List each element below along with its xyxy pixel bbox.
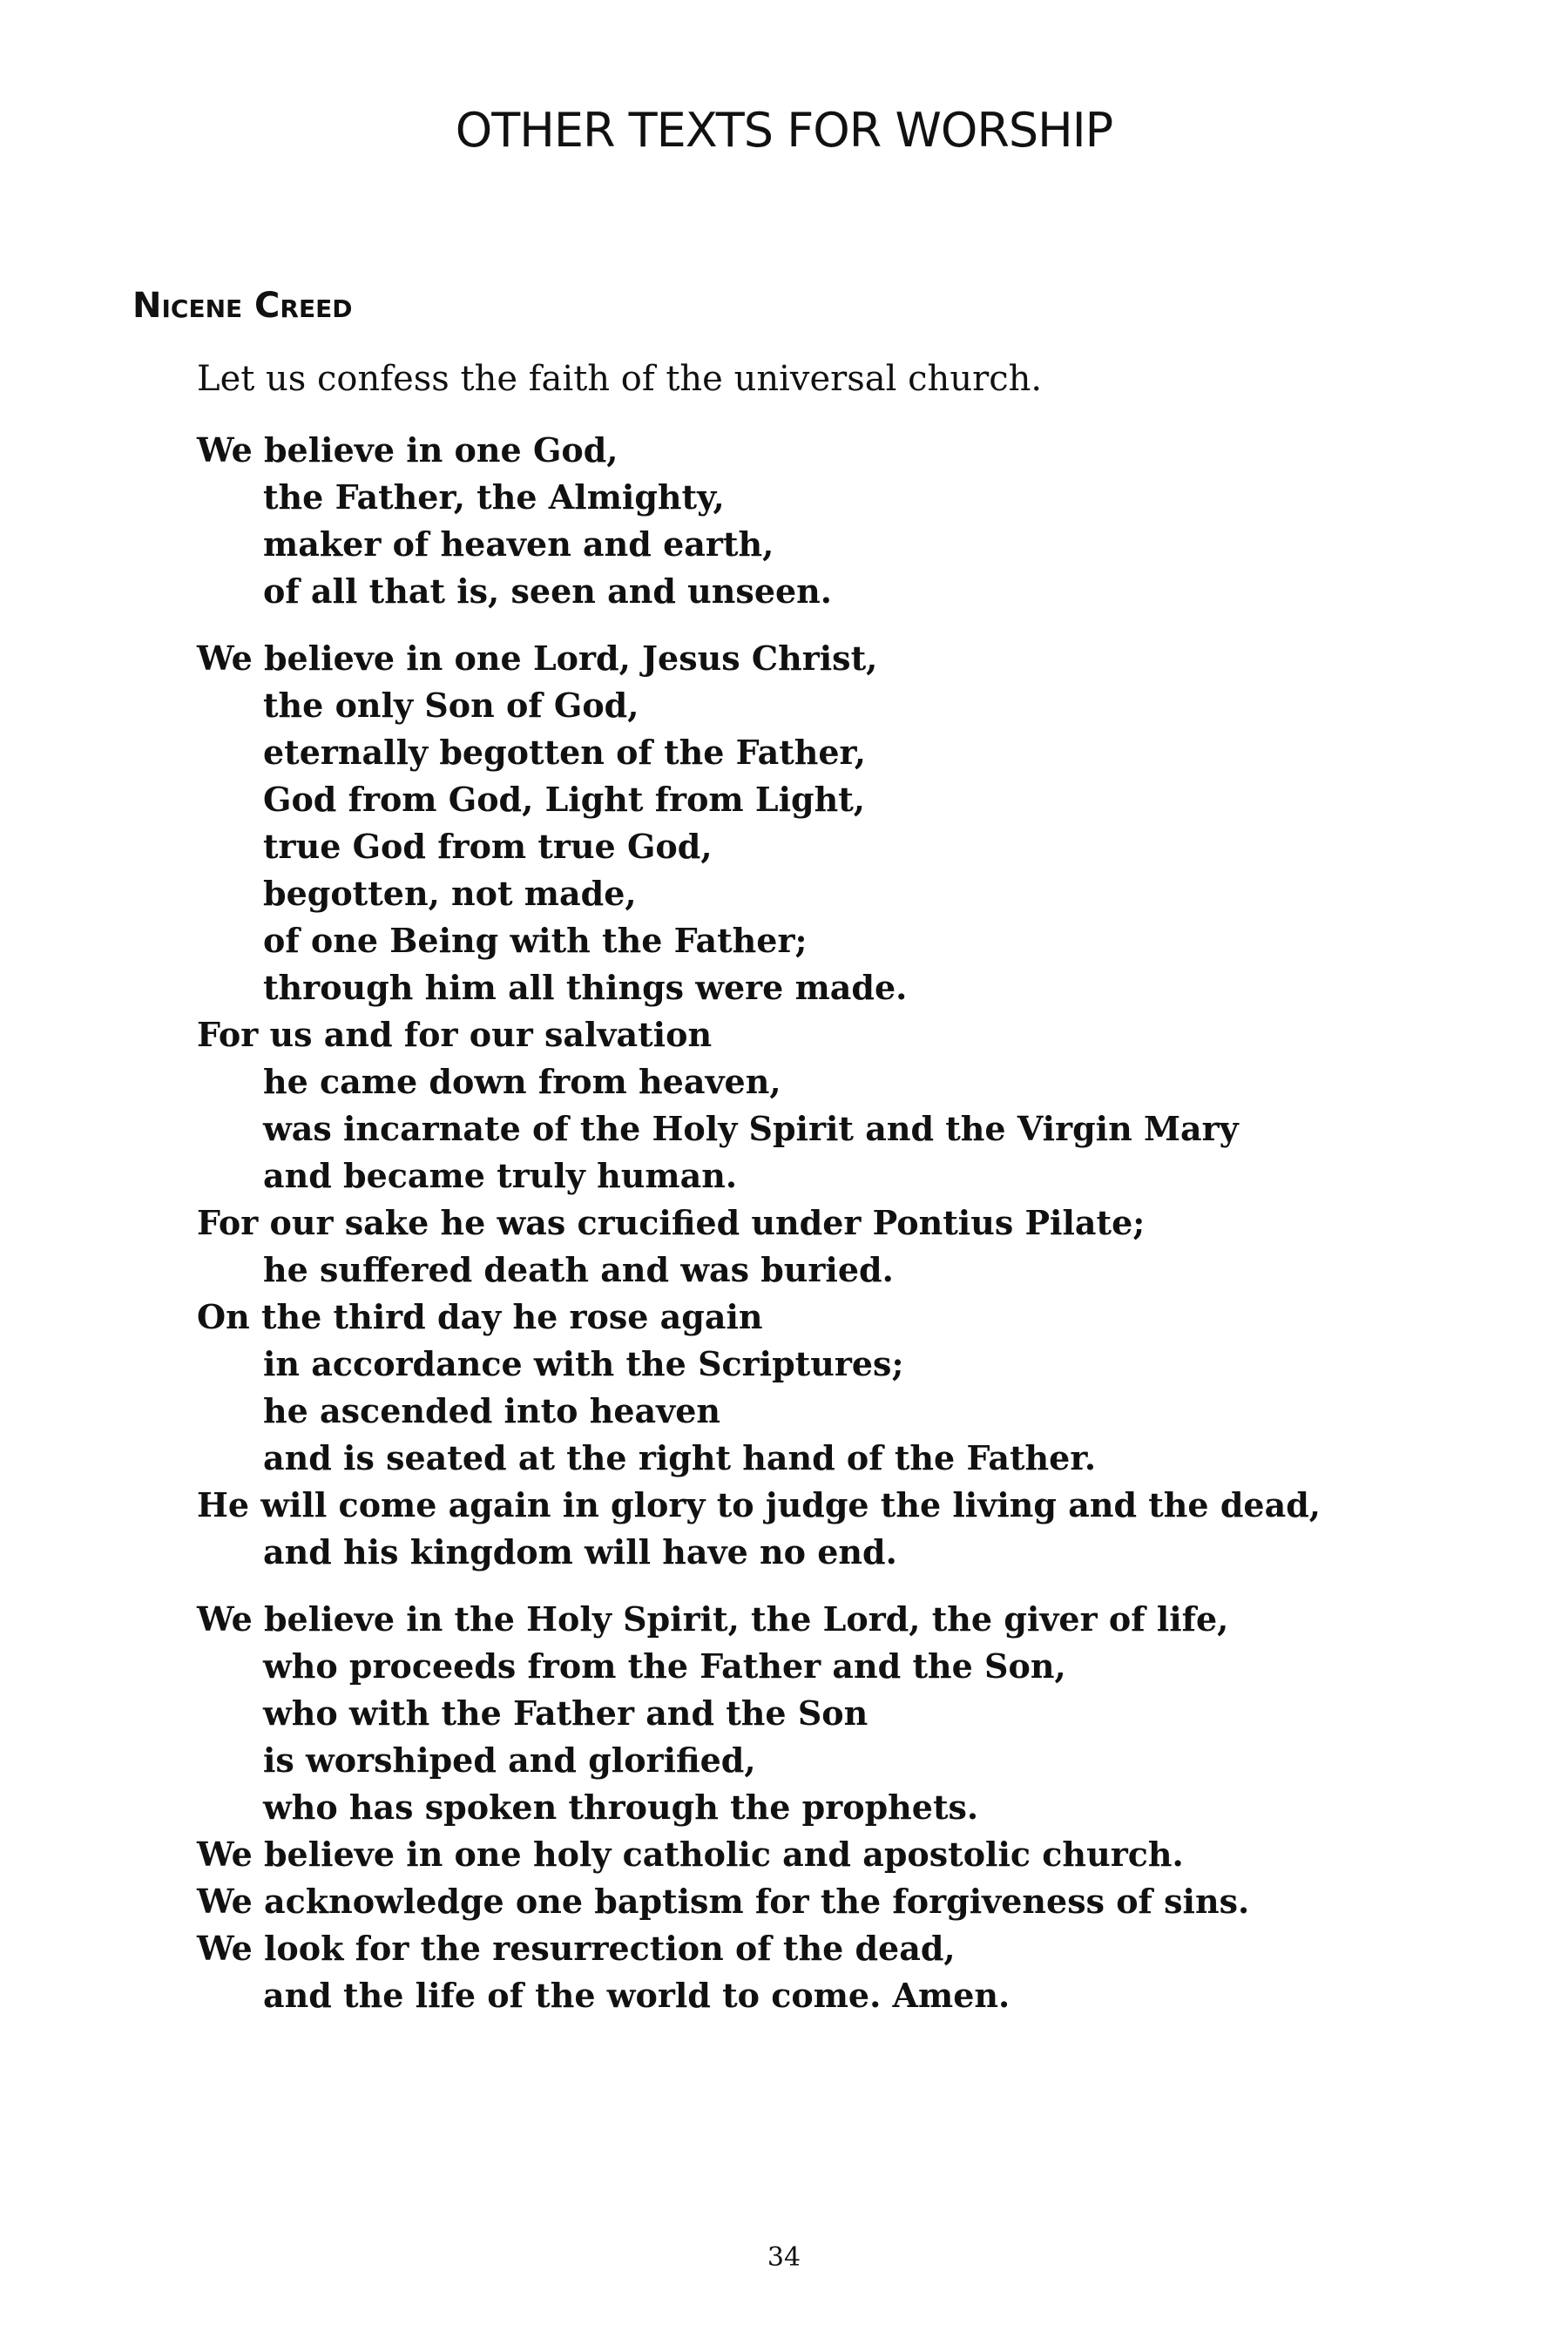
creed-line: We look for the resurrection of the dead,	[197, 1929, 956, 1968]
creed-line: We believe in one holy catholic and apostolic church.	[197, 1835, 1184, 1874]
creed-line: who proceeds from the Father and the Son,	[263, 1646, 1066, 1686]
page-title: OTHER TEXTS FOR WORSHIP	[455, 103, 1113, 158]
creed-stanza	[197, 1596, 1416, 2019]
creed-line: eternally begotten of the Father,	[263, 733, 867, 772]
creed-line: and his kingdom will have no end.	[263, 1532, 897, 1571]
creed-stanza	[197, 427, 1416, 615]
creed-line: On the third day he rose again	[197, 1297, 763, 1336]
creed-text	[197, 427, 1416, 2039]
creed-line: he suffered death and was buried.	[263, 1250, 894, 1289]
creed-line: through him all things were made.	[263, 968, 908, 1007]
creed-line: of one Being with the Father;	[263, 921, 808, 960]
creed-line: begotten, not made,	[263, 874, 637, 913]
creed-line: God from God, Light from Light,	[263, 780, 865, 819]
creed-line: was incarnate of the Holy Spirit and the Virgin Mary	[263, 1109, 1239, 1148]
creed-line: For our sake he was crucified under Pontius Pilate;	[197, 1203, 1146, 1242]
creed-line: We acknowledge one baptism for the forgiveness of sins.	[197, 1882, 1250, 1921]
creed-line: is worshiped and glorified,	[263, 1740, 756, 1780]
creed-line: We believe in the Holy Spirit, the Lord, the giver of life,	[197, 1599, 1229, 1639]
creed-line: We believe in one Lord, Jesus Christ,	[197, 639, 878, 678]
creed-line: He will come again in glory to judge the living and the dead,	[197, 1485, 1321, 1524]
creed-line: in accordance with the Scriptures;	[263, 1344, 904, 1383]
creed-line: who with the Father and the Son	[263, 1693, 868, 1733]
creed-line: who has spoken through the prophets.	[263, 1788, 979, 1827]
creed-line: the only Son of God,	[263, 686, 639, 725]
creed-line: the Father, the Almighty,	[263, 477, 725, 517]
section-heading: Nicene Creed	[132, 286, 353, 326]
creed-line: true God from true God,	[263, 827, 713, 866]
creed-line: of all that is, seen and unseen.	[263, 571, 833, 611]
creed-line: and is seated at the right hand of the Father.	[263, 1438, 1097, 1477]
creed-line: he ascended into heaven	[263, 1391, 721, 1430]
leader-invitation: Let us confess the faith of the universal church.	[197, 359, 1043, 399]
creed-line: and became truly human.	[263, 1156, 738, 1195]
creed-stanza	[197, 635, 1416, 1576]
creed-line: We believe in one God,	[197, 430, 618, 470]
creed-line: maker of heaven and earth,	[263, 524, 774, 564]
creed-line: and the life of the world to come. Amen.	[263, 1976, 1010, 2015]
creed-line: he came down from heaven,	[263, 1062, 781, 1101]
creed-line: For us and for our salvation	[197, 1015, 713, 1054]
page-number: 34	[767, 2242, 801, 2273]
